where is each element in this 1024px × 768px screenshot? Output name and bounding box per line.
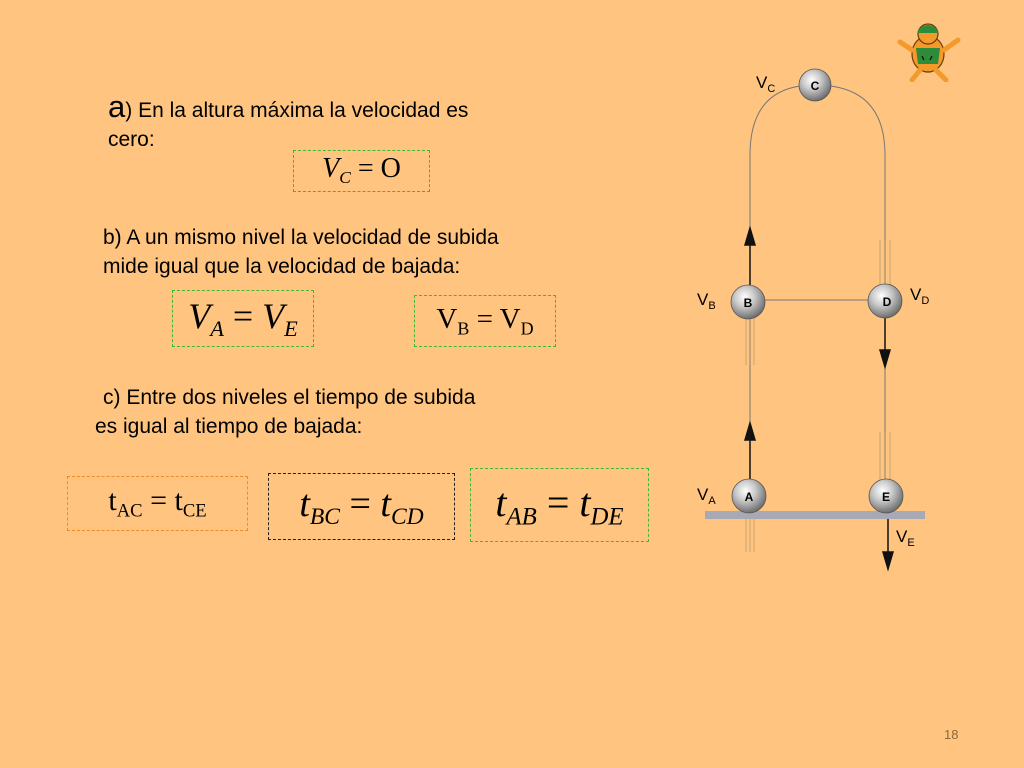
eq-va-rhs: V — [262, 296, 285, 337]
eq-vb-rhs: V — [499, 302, 521, 335]
eq-vb-rel: = — [469, 302, 500, 335]
eq-va-rsub: E — [284, 315, 298, 341]
motion-streaks — [743, 240, 890, 552]
part-c-line1: c) Entre dos niveles el tiempo de subida — [103, 386, 476, 409]
point-d-label: D — [882, 295, 892, 309]
eq-vb-lsub: B — [457, 318, 470, 339]
eq-vc-rel: = — [350, 153, 381, 185]
part-a-letter: a — [108, 89, 126, 124]
part-c-line2: es igual al tiempo de bajada: — [95, 415, 363, 438]
point-e-label: E — [881, 490, 891, 504]
eq-tbc-lhs: t — [299, 482, 310, 525]
eq-tbc-rsub: CD — [390, 504, 424, 531]
eq-tab-rel: = — [536, 479, 580, 525]
point-a — [732, 479, 766, 513]
eq-vc-rhs: O — [380, 153, 401, 185]
eq-vb-lhs: V — [436, 302, 458, 335]
equation-vb-vd — [414, 295, 556, 347]
equation-vc — [293, 150, 430, 192]
vel-label-c: $V_C$ — [756, 73, 776, 95]
eq-tab-lsub: AB — [506, 503, 537, 531]
eq-tac-rsub: CE — [182, 500, 207, 522]
eq-vb-rsub: D — [520, 318, 534, 339]
equation-tab-tde — [470, 468, 649, 542]
eq-va-lhs: V — [188, 296, 211, 337]
equation-tac-tce — [67, 476, 248, 531]
part-c-text — [95, 383, 615, 441]
point-b — [731, 285, 765, 319]
point-b-label: B — [743, 296, 753, 310]
vel-label-d: $V_D$ — [910, 285, 930, 307]
point-c — [799, 69, 831, 101]
vel-label-b: $V_B$ — [697, 290, 716, 312]
eq-tac-rel: = — [142, 484, 175, 518]
eq-tab-rhs: t — [579, 479, 591, 525]
eq-tbc-rel: = — [339, 482, 381, 525]
eq-va-rel: = — [223, 296, 263, 337]
part-a-line1: ) En la altura máxima la velocidad es — [125, 99, 469, 122]
eq-tac-lsub: AC — [116, 500, 143, 522]
part-b-line2: mide igual que la velocidad de bajada: — [103, 255, 461, 278]
vel-label-a: $V_A$ — [697, 485, 716, 507]
point-e — [869, 479, 903, 513]
eq-tbc-lsub: BC — [309, 504, 340, 531]
point-c-label: C — [810, 79, 820, 93]
eq-tac-lhs: t — [108, 484, 117, 518]
motion-diagram — [690, 60, 950, 580]
eq-vc-sub: C — [339, 168, 351, 188]
part-a-line2: cero: — [108, 128, 155, 151]
vel-label-e: $V_E$ — [896, 527, 915, 549]
trajectory — [750, 85, 885, 500]
eq-tab-rsub: DE — [590, 503, 624, 531]
eq-vc-v: V — [322, 153, 340, 185]
equation-va-ve — [172, 290, 314, 347]
equation-tbc-tcd — [268, 473, 455, 540]
eq-tbc-rhs: t — [380, 482, 391, 525]
point-d — [868, 284, 902, 318]
eq-va-lsub: A — [210, 315, 224, 341]
part-b-text — [103, 223, 623, 281]
part-a-text — [108, 89, 608, 154]
eq-tac-rhs: t — [174, 484, 183, 518]
eq-tab-lhs: t — [495, 479, 507, 525]
point-a-label: A — [744, 490, 754, 504]
part-b-line1: b) A un mismo nivel la velocidad de subida — [103, 226, 499, 249]
page-number: 18 — [944, 727, 959, 742]
